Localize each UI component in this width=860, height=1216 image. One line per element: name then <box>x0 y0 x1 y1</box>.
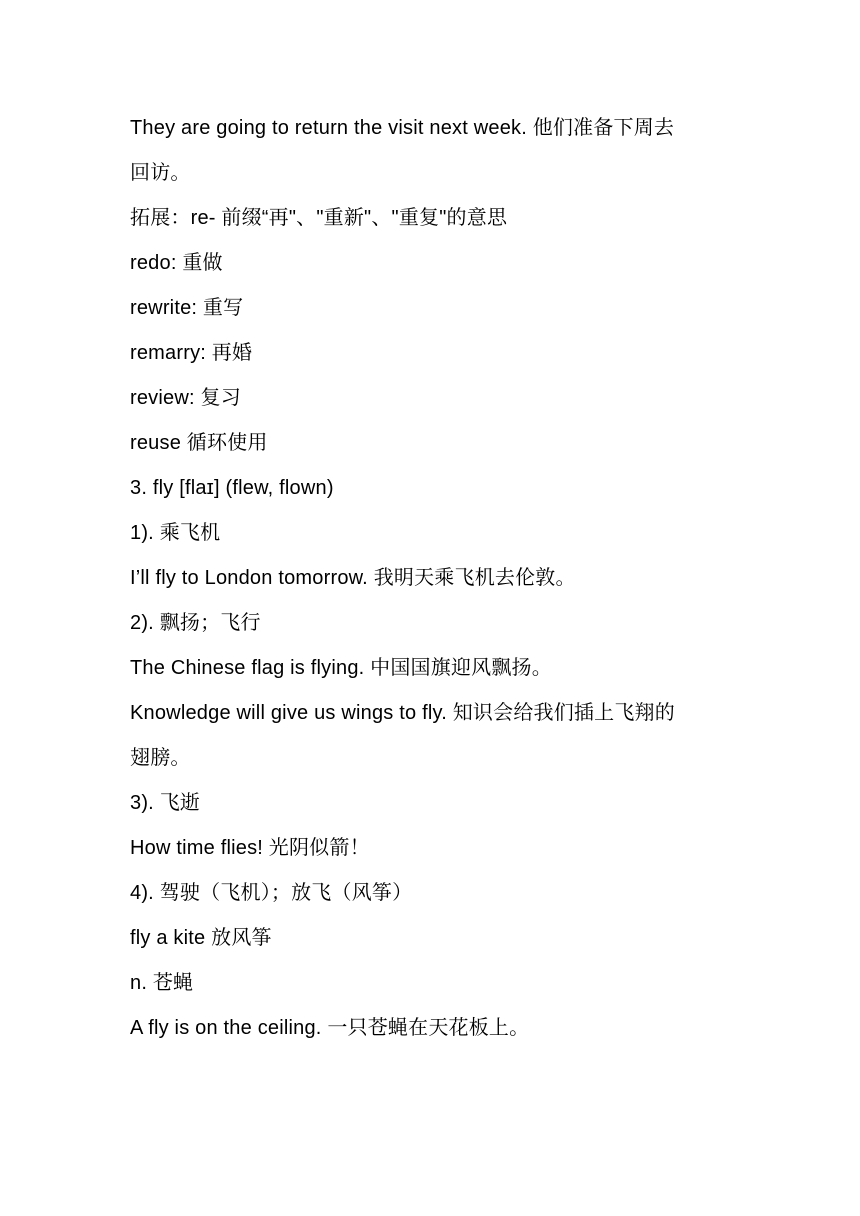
vocab-reuse: reuse 循环使用 <box>130 432 268 454</box>
entry-heading-fly: 3. fly [flaɪ] (flew, flown) <box>130 477 334 499</box>
vocab-rewrite: rewrite: 重写 <box>130 297 244 319</box>
vocab-review: review: 复习 <box>130 387 241 409</box>
example-fly-ceiling: A fly is on the ceiling. 一只苍蝇在天花板上。 <box>130 1017 530 1039</box>
sense-3-heading: 3). 飞逝 <box>130 792 201 814</box>
vocab-redo: redo: 重做 <box>130 252 223 274</box>
example-fly-london: I’ll fly to London tomorrow. 我明天乘飞机去伦敦。 <box>130 567 576 589</box>
example-knowledge-wings: Knowledge will give us wings to fly. 知识会给我们插上飞翔的 <box>130 702 675 724</box>
example-fly-kite: fly a kite 放风筝 <box>130 927 272 949</box>
sense-2-heading: 2). 飘扬；飞行 <box>130 612 261 634</box>
example-knowledge-wings-continued: 翅膀。 <box>130 747 191 769</box>
vocab-remarry: remarry: 再婚 <box>130 342 253 364</box>
example-chinese-flag: The Chinese flag is flying. 中国国旗迎风飘扬。 <box>130 657 552 679</box>
example-time-flies: How time flies! 光阴似箭！ <box>130 837 370 859</box>
prefix-extension-note: 拓展：re- 前缀“再"、"重新"、"重复"的意思 <box>130 207 508 229</box>
example-sentence-return-visit: They are going to return the visit next week. 他们准备下周去 <box>130 117 675 139</box>
noun-sense-heading: n. 苍蝇 <box>130 972 194 994</box>
example-sentence-return-visit-continued: 回访。 <box>130 162 191 184</box>
sense-4-heading: 4). 驾驶（飞机）；放飞（风筝） <box>130 882 413 904</box>
sense-1-heading: 1). 乘飞机 <box>130 522 221 544</box>
